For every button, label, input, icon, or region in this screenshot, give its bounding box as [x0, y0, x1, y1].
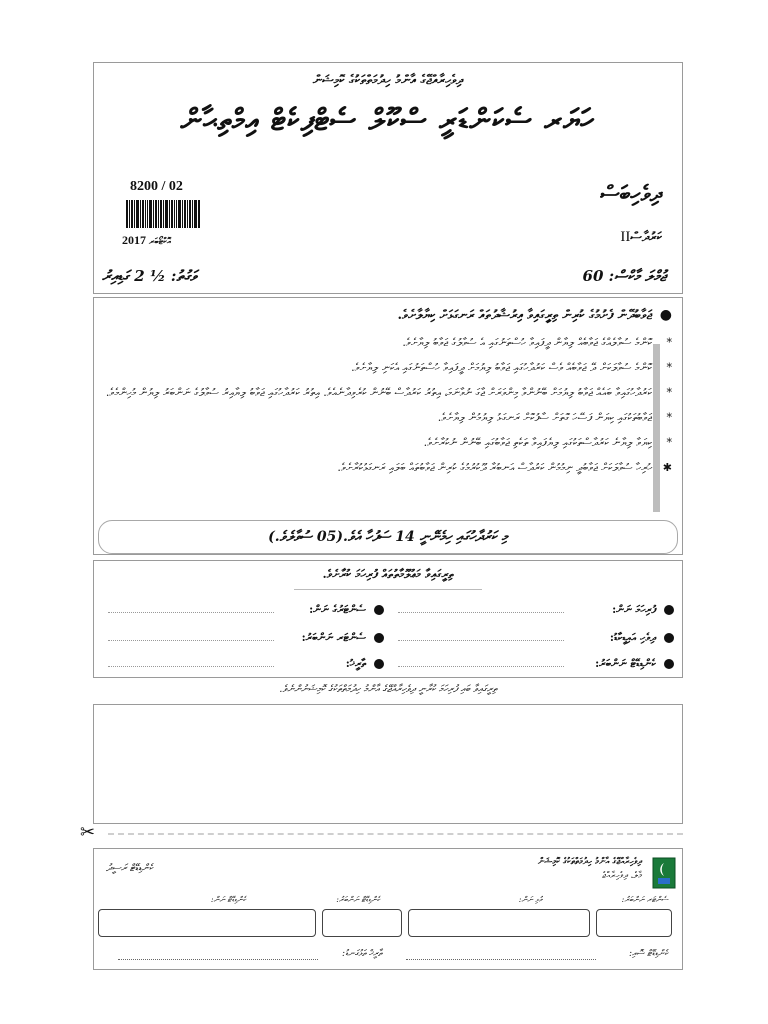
date-field[interactable] [104, 657, 384, 673]
slip-label: ސެންޓަރ ނަންބަރު: [621, 895, 668, 904]
star-icon: ✱ [662, 461, 672, 474]
total-marks: ޖުމްލަ މާކްސް: 60 [582, 267, 666, 285]
exam-year [122, 233, 171, 248]
title-underline [294, 589, 482, 590]
slip-city: މާލެ، ދިވެހިރާއްޖެ [602, 871, 642, 881]
bullet-icon: ● [659, 307, 672, 323]
candidate-number-field[interactable] [394, 657, 674, 673]
instruction-item [104, 435, 674, 450]
barcode-icon [126, 200, 200, 228]
bullet-icon [374, 659, 384, 669]
instruction-item [104, 460, 674, 475]
asterisk-icon: * [666, 361, 672, 374]
fill-line[interactable] [108, 640, 274, 641]
page-count-note: މި ކަރުދާހުގައި ހިމެނޭނީ 14 ސަފުހާ އެވެ.(05 ސުވާލެވެ.) [98, 520, 678, 554]
candidate-receipt-slip [93, 848, 683, 970]
examiner-use-box[interactable] [93, 704, 683, 824]
year-value: 2017 [122, 233, 146, 247]
slip-full-name-box[interactable] [408, 909, 590, 937]
emblem-icon [652, 857, 676, 889]
bullet-icon [664, 659, 674, 669]
paper-roman: II [620, 229, 631, 245]
paper-number [612, 229, 662, 246]
full-name-field[interactable] [394, 603, 674, 619]
bullet-icon [664, 605, 674, 615]
field-label: ފުރިހަމަ ނަން: [612, 603, 656, 616]
instruction-text: ކޮންމެ ސުވާލަކަށް ދޭ ޖަވާބެއް ވެސް ކަރުދާހުގައި ޖަވާބު ލިޔުމަށް ދީފައިވާ ހުސްތަނުގައި އެކަނި ލިޔާށެވެ. [351, 361, 652, 374]
paper-label: ކަރުދާސް [630, 230, 662, 245]
instruction-text: ކިޔަވާ ލިޔާނެ ކަރުދާސްތަކުގައި ލިޔެފައިވާ ތަކެތި ޖަވާބުގައި ބޭނުން ނުކުރާށެވެ. [423, 436, 652, 449]
examiner-note: ތިރީގައިވާ ބައި ފުރިހަމަ ކުރާނީ ދިވެހިރާއްޖޭގެ އާންމު ހިދުމަތްތަކުގެ ކޮމިޝަނުންނެވެ. [279, 684, 497, 695]
fill-line[interactable] [108, 612, 274, 613]
asterisk-icon: * [666, 411, 672, 424]
slip-label: މުޅި ނަން: [518, 895, 542, 904]
instruction-text: ޖަވާބުތަކުގައި ކިޔަން ފަސޭހަ ގޮތަށް ސާފުކޮށް ރަނގަޅު ލިޔުމުން ލިޔާށެވެ. [437, 411, 652, 424]
centre-name-field[interactable] [104, 603, 384, 619]
instruction-text: ކޮންމެ ސުވާލެއްގެ ޖަވާބެއް ލިޔާން ދީފައިވާ ހުސްތަނުގައި އެ ސުވާލުގެ ޖަވާބު ލިޔާށެވެ. [402, 336, 652, 349]
paper-code: 8200 / 02 [130, 179, 183, 194]
instruction-item [104, 410, 674, 425]
exam-header [93, 62, 683, 294]
instructions-list [104, 308, 674, 485]
instruction-item [104, 335, 674, 350]
slip-signature-label: ކެންޑިޑޭޓް ސޮއި: [629, 949, 668, 959]
asterisk-icon: * [666, 436, 672, 449]
exam-title: ހަޔަރ ސެކަންޑަރީ ސްކޫލް ސެޓްފިކެޓް އިމްތިޙާން [180, 103, 596, 138]
slip-centre-number-box[interactable] [596, 909, 672, 937]
centre-number-field[interactable] [104, 631, 384, 647]
stamp-line[interactable] [118, 959, 318, 960]
bullet-icon [374, 633, 384, 643]
field-label: ސެންޓަރުގެ ނަން: [309, 603, 366, 616]
slip-label: ކެންޑިޑޭޓް ނަން: [210, 895, 246, 904]
slip-date-label: ތާރީޚް ތަޅުގަނޑު: [342, 949, 382, 959]
instruction-text: ހުރިހާ ސުވާލަކަށް ޖަވާބުދީ ނިމުމުން ކަރުދާސް އަނބުރާ ދޫކުރުމުގެ ކުރިން ޖަވާބުތައް ބަލައި ރަނގަޅުކުރާށެވެ. [337, 461, 652, 474]
time-allowed: ވަގުތު: ½ 2 ގަޑިއިރު [102, 267, 197, 285]
bullet-icon [374, 605, 384, 615]
instruction-item [104, 308, 674, 323]
slip-candidate-number-box[interactable] [322, 909, 402, 937]
asterisk-icon: * [666, 336, 672, 349]
scissors-icon: ✂ [80, 822, 96, 843]
fill-line[interactable] [398, 612, 564, 613]
ministry-name: ދިވެހިރާއްޖޭގެ އާންމު ހިދުމަތްތަކުގެ ކޮމިޝަން [312, 73, 464, 88]
asterisk-icon: * [666, 386, 672, 399]
bullet-icon [664, 633, 674, 643]
fill-line[interactable] [398, 666, 564, 667]
instruction-text: ކަރުދާހުގައިވާ ބައެއް ޖަވާބު ލިޔުމަށް ބޭނުންވާ މިންވަރަށް ޖާގަ ނުވާނަމަ، އިތުރު ކަރުދާސް ބޭނުން ކުރެވިދާނެއެވެ. އިތުރު ކަރުދާހުގައި ޖަވާބު ލިޔާއިރު ސުވާލުގެ ނަންބަރު ލިޔުން މުހިންމެވެ. [105, 386, 652, 399]
subject-name: ދިވެހިބަސް [600, 181, 662, 207]
slip-title: ކެންޑިޑޭޓް ރަސީދު [106, 863, 153, 874]
year-month-label: އޮކްޓޯބަރ [149, 236, 171, 246]
instructions-box [93, 297, 683, 555]
fill-line[interactable] [108, 666, 274, 667]
field-label: ކެންޑިޑޭޓް ނަންބަރު: [595, 657, 656, 670]
candidate-info-title: ތިރީގައިވާ މަޢުލޫމާތުތައް ފުރިހަމަ ކުރާށެވެ. [322, 567, 454, 581]
candidate-info-box [93, 560, 683, 678]
id-card-field[interactable] [394, 631, 674, 647]
signature-line[interactable] [406, 959, 596, 960]
field-label: ތާރީޚު: [345, 657, 366, 670]
slip-label: ކެންޑިޑޭޓް ނަންބަރު: [336, 895, 380, 904]
instruction-item [104, 360, 674, 375]
slip-ministry-name: ދިވެހިރާއްޖޭގެ އާންމު ހިދުމަތްތަކުގެ ކޮމިޝަން [537, 857, 642, 867]
cut-line [108, 833, 683, 835]
instruction-item [104, 385, 674, 400]
field-label: ސެންޓަރ ނަންބަރު: [301, 631, 366, 644]
instruction-text: ޖަވާބުދޭން ފެށުމުގެ ކުރިން ތިރީގައިވާ އިރުޝާދުތައް ރަނގަޅަށް ކިޔާލާށެވެ. [397, 308, 652, 323]
field-label: ދިވެހި އައިޑީކާޑު: [609, 631, 656, 644]
slip-candidate-name-box[interactable] [98, 909, 316, 937]
fill-line[interactable] [398, 640, 564, 641]
